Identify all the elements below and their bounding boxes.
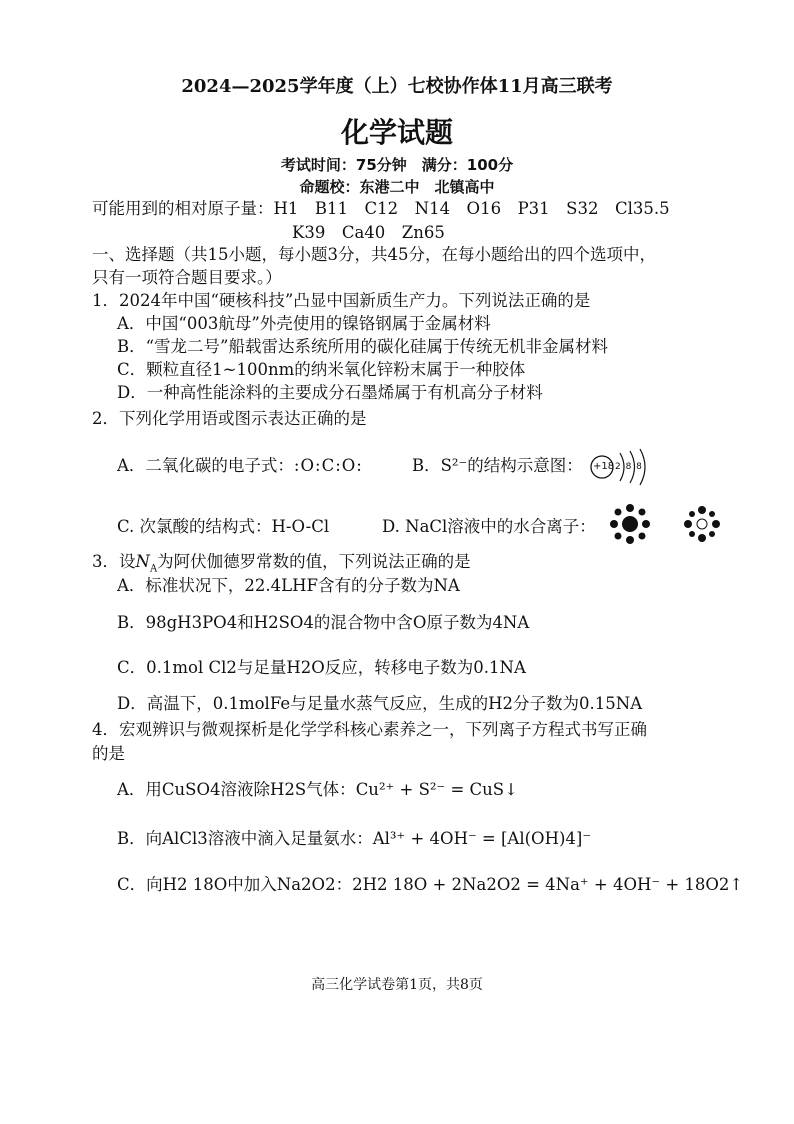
page-footer: 高三化学试卷第1页，共8页 [311, 977, 483, 993]
q3-option-a: A．标准状况下，22.4LHF含有的分子数为NA [117, 576, 460, 595]
q3-na-subscript: A [149, 563, 158, 575]
q4-stem-1: 4．宏观辨识与微观探析是化学学科核心素养之一，下列离子方程式书写正确 [92, 720, 647, 739]
q1-option-a: A．中国“003航母”外壳使用的镍铬钢属于金属材料 [117, 314, 491, 333]
q4-c-text: C．向H2 18O中加入Na2O2： [117, 875, 353, 894]
q2-b-label: B．S²⁻的结构示意图： [412, 456, 583, 475]
q3-stem-post: 为阿伏伽德罗常数的值，下列说法正确的是 [157, 552, 471, 571]
q4-option-b [117, 828, 591, 850]
s2-structure-diagram [590, 447, 660, 487]
q4-option-c [117, 874, 743, 896]
authoring-schools: 命题校：东港二中 北镇高中 [299, 178, 495, 196]
q1-option-b: B．“雪龙二号”船载雷达系统所用的碳化硅属于传统无机非金属材料 [117, 337, 608, 356]
nucleus-charge: +18 [593, 461, 615, 472]
q3-na-symbol: N [135, 552, 150, 571]
q4-a-text: A．用CuSO4溶液除H2S气体： [117, 780, 356, 799]
co2-electron-formula: :O:C:O: [293, 456, 363, 475]
atomic-masses-line1 [92, 198, 670, 220]
q2-option-c: C. 次氯酸的结构式：H-O-Cl [117, 517, 330, 536]
hydrated-ions-svg [606, 500, 736, 548]
q2-stem: 2．下列化学用语或图示表达正确的是 [92, 409, 367, 428]
q4-option-a [117, 779, 518, 801]
exam-time-info: 考试时间：75分钟 满分：100分 [280, 156, 514, 174]
q2-a-label: A．二氧化碳的电子式： [117, 456, 294, 475]
q3-option-b: B．98gH3PO4和H2SO4的混合物中含O原子数为4NA [117, 613, 530, 632]
atomic-masses-label: 可能用到的相对原子量： [92, 199, 274, 218]
q2-option-d: D. NaCl溶液中的水合离子： [382, 517, 596, 536]
electron-shells: 2 8 8 [615, 462, 642, 472]
q1-option-d: D．一种高性能涂料的主要成分石墨烯属于有机高分子材料 [117, 383, 543, 402]
q4-b-text: B．向AlCl3溶液中滴入足量氨水： [117, 829, 373, 848]
q3-stem [92, 551, 471, 573]
q4-c-equation: 2H2 18O + 2Na2O2 = 4Na⁺ + 4OH⁻ + 18O2↑ [352, 875, 744, 894]
q4-a-equation: Cu²⁺ + S²⁻ = CuS↓ [355, 780, 518, 799]
q4-stem-2: 的是 [92, 744, 125, 763]
q4-b-equation: Al³⁺ + 4OH⁻ = [Al(OH)4]⁻ [372, 829, 592, 848]
q2-option-a [117, 455, 363, 477]
section1-instructions-2: 只有一项符合题目要求。） [92, 268, 282, 287]
section1-instructions-1: 一、选择题（共15小题，每小题3分，共45分，在每小题给出的四个选项中， [92, 245, 656, 264]
subject-title: 化学试题 [340, 116, 453, 149]
q3-option-c: C．0.1mol Cl2与足量H2O反应，转移电子数为0.1NA [117, 658, 526, 677]
hydrated-ions-image [606, 500, 736, 548]
atomic-masses-values-2: K39 Ca40 Zn65 [292, 223, 445, 242]
hydrated-ion-2 [684, 506, 720, 542]
q2-option-b [412, 455, 583, 477]
q3-option-d: D．高温下，0.1molFe与足量水蒸气反应，生成的H2分子数为0.15NA [117, 694, 643, 713]
q1-stem: 1．2024年中国“硬核科技”凸显中国新质生产力。下列说法正确的是 [92, 291, 591, 310]
q3-stem-pre: 3．设 [92, 552, 136, 571]
exam-title: 2024—2025学年度（上）七校协作体11月高三联考 [181, 76, 613, 97]
atomic-masses-values-1: H1 B11 C12 N14 O16 P31 S32 Cl35.5 [273, 199, 670, 218]
q1-option-c: C．颗粒直径1~100nm的纳米氧化锌粉末属于一种胶体 [117, 360, 526, 379]
hydrated-ion-1 [610, 504, 650, 544]
